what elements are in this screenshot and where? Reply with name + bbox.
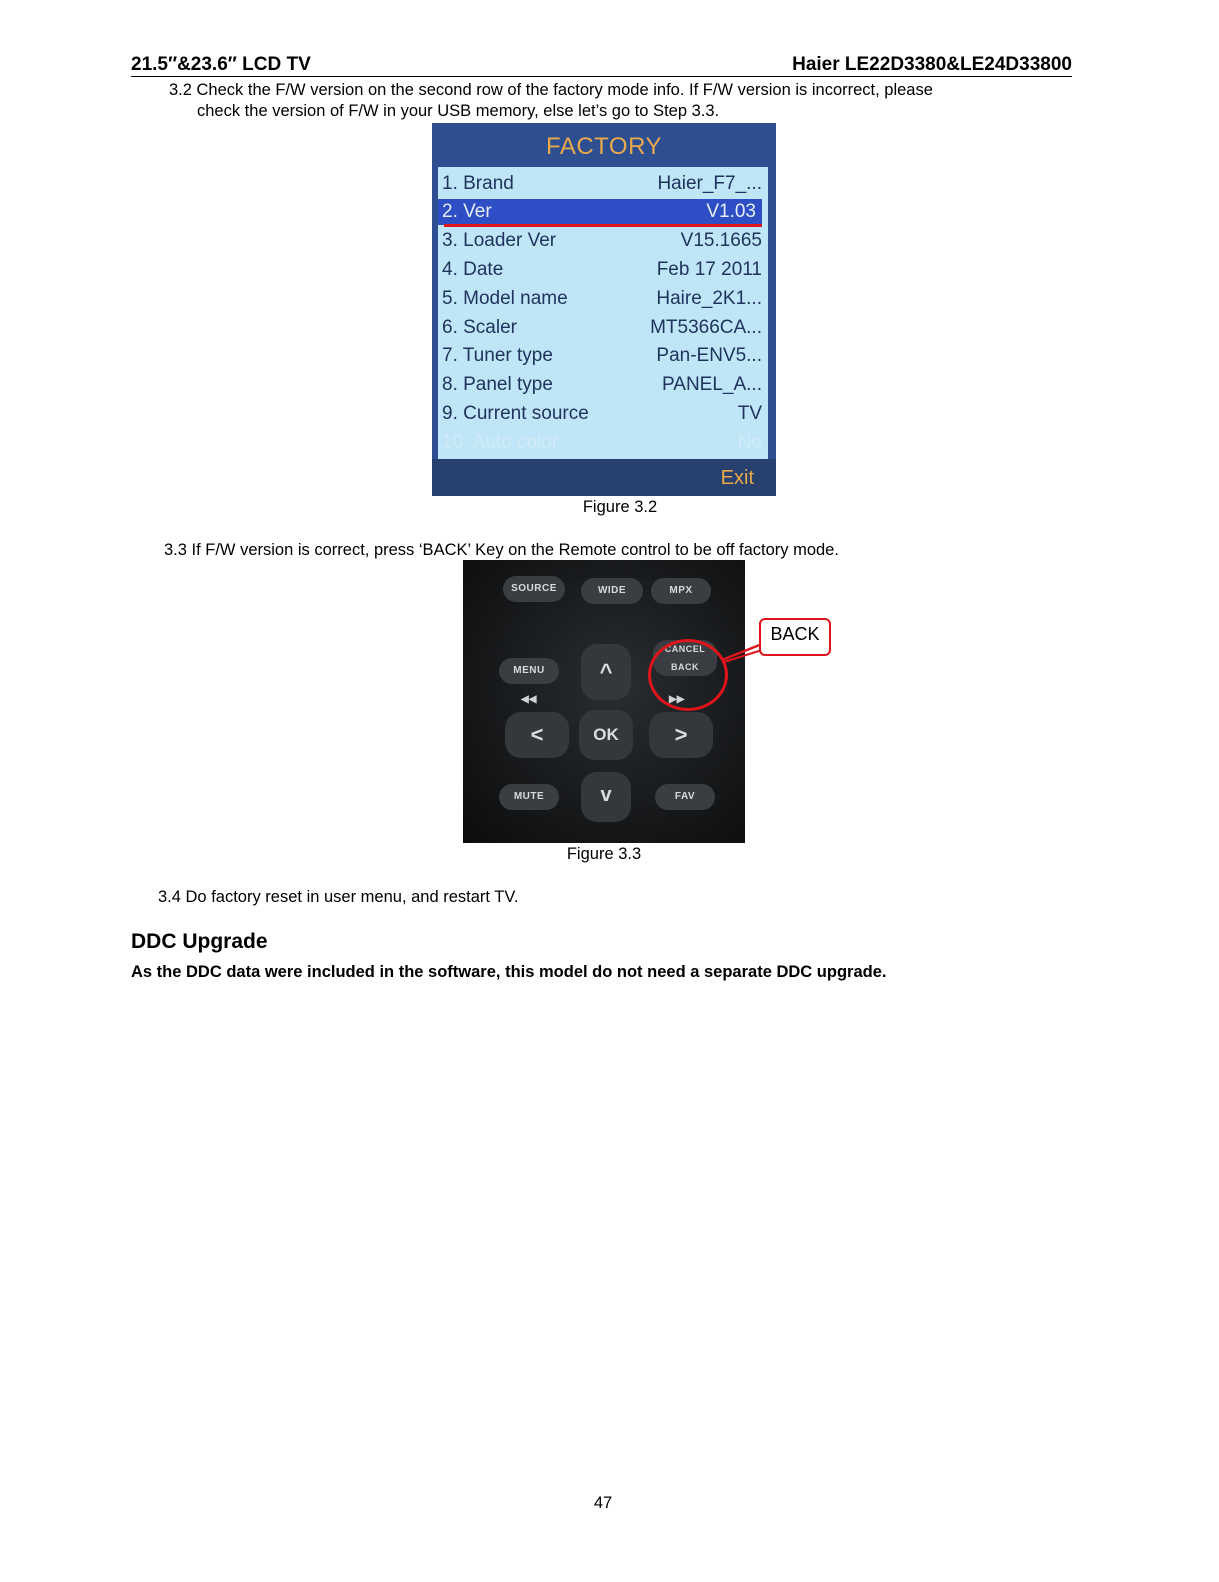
factory-row-date [442, 257, 768, 283]
factory-row-scaler [442, 315, 768, 341]
mute-button: MUTE [499, 784, 559, 810]
factory-row-panel-type [442, 372, 768, 398]
mpx-button: MPX [651, 578, 711, 604]
right-arrow-button: > [649, 712, 713, 758]
figure-3-3-caption: Figure 3.3 [566, 845, 642, 863]
rewind-icon: ◀◀ [521, 694, 537, 705]
factory-row-value: Haire_2K1... [656, 288, 762, 309]
factory-row-label: 7. Tuner type [442, 345, 553, 366]
factory-row-brand [442, 171, 768, 197]
factory-row-value: V1.03 [706, 201, 756, 222]
wide-button: WIDE [581, 578, 643, 604]
factory-menu-screenshot [432, 123, 776, 496]
header-rule [131, 76, 1072, 77]
factory-row-value: TV [737, 403, 762, 424]
figure-3-2-caption: Figure 3.2 [582, 498, 658, 516]
step-3-2-line2: check the version of F/W in your USB memory, else let’s go to Step 3.3. [197, 102, 720, 120]
factory-row-label: 1. Brand [442, 173, 514, 194]
forward-icon: ▶▶ [669, 694, 685, 705]
factory-row-current-source [442, 401, 768, 427]
factory-row-label: 5. Model name [442, 288, 568, 309]
back-label: BACK [671, 662, 699, 672]
left-arrow-button: < [505, 712, 569, 758]
factory-row-model-name [442, 286, 768, 312]
header-left: 21.5″&23.6″ LCD TV [131, 54, 311, 75]
page-number: 47 [593, 1494, 613, 1512]
up-arrow-button: ^ [581, 644, 631, 700]
factory-row-label: 9. Current source [442, 403, 589, 424]
factory-row-tuner-type [442, 343, 768, 369]
menu-button: MENU [499, 658, 559, 684]
factory-row-value: Feb 17 2011 [656, 259, 762, 280]
factory-row-label: 2. Ver [442, 201, 492, 222]
ddc-upgrade-heading: DDC Upgrade [131, 930, 268, 953]
ddc-upgrade-text: As the DDC data were included in the software, this model do not need a separate DDC upgrade. [131, 963, 887, 981]
factory-row-loader-ver [442, 228, 768, 254]
factory-row-value: Haier_F7_... [657, 173, 762, 194]
cancel-label: CANCEL [664, 644, 706, 654]
back-key-highlight-circle [648, 639, 728, 711]
highlight-underline [444, 224, 762, 227]
factory-title: FACTORY [546, 133, 662, 160]
factory-row-value: Pan-ENV5... [656, 345, 762, 366]
factory-row-value: MT5366CA... [650, 317, 762, 338]
factory-row-value: No [737, 432, 762, 453]
factory-row-value: PANEL_A... [662, 374, 762, 395]
step-3-2-line1: 3.2 Check the F/W version on the second row of the factory mode info. If F/W version is incorrect, please [169, 81, 933, 99]
source-button: SOURCE [503, 576, 565, 602]
back-callout-label: BACK [759, 618, 831, 656]
factory-row-auto-color [442, 430, 768, 456]
ok-button: OK [579, 710, 633, 760]
factory-row-label: 4. Date [442, 259, 504, 280]
factory-row-ver [438, 199, 762, 225]
callout-pointer [720, 640, 764, 664]
factory-row-label: 6. Scaler [442, 317, 517, 338]
factory-exit: Exit [720, 467, 754, 489]
header-right: Haier LE22D3380&LE24D33800 [792, 54, 1072, 75]
step-3-4: 3.4 Do factory reset in user menu, and restart TV. [158, 888, 519, 906]
down-arrow-button: v [581, 772, 631, 822]
factory-row-label: 3. Loader Ver [442, 230, 557, 251]
step-3-3: 3.3 If F/W version is correct, press ‘BACK’ Key on the Remote control to be off factory mode. [164, 541, 839, 559]
factory-row-value: V15.1665 [680, 230, 762, 251]
factory-row-label: 8. Panel type [442, 374, 553, 395]
factory-row-label: 10. Auto color [442, 432, 559, 453]
fav-button: FAV [655, 784, 715, 810]
